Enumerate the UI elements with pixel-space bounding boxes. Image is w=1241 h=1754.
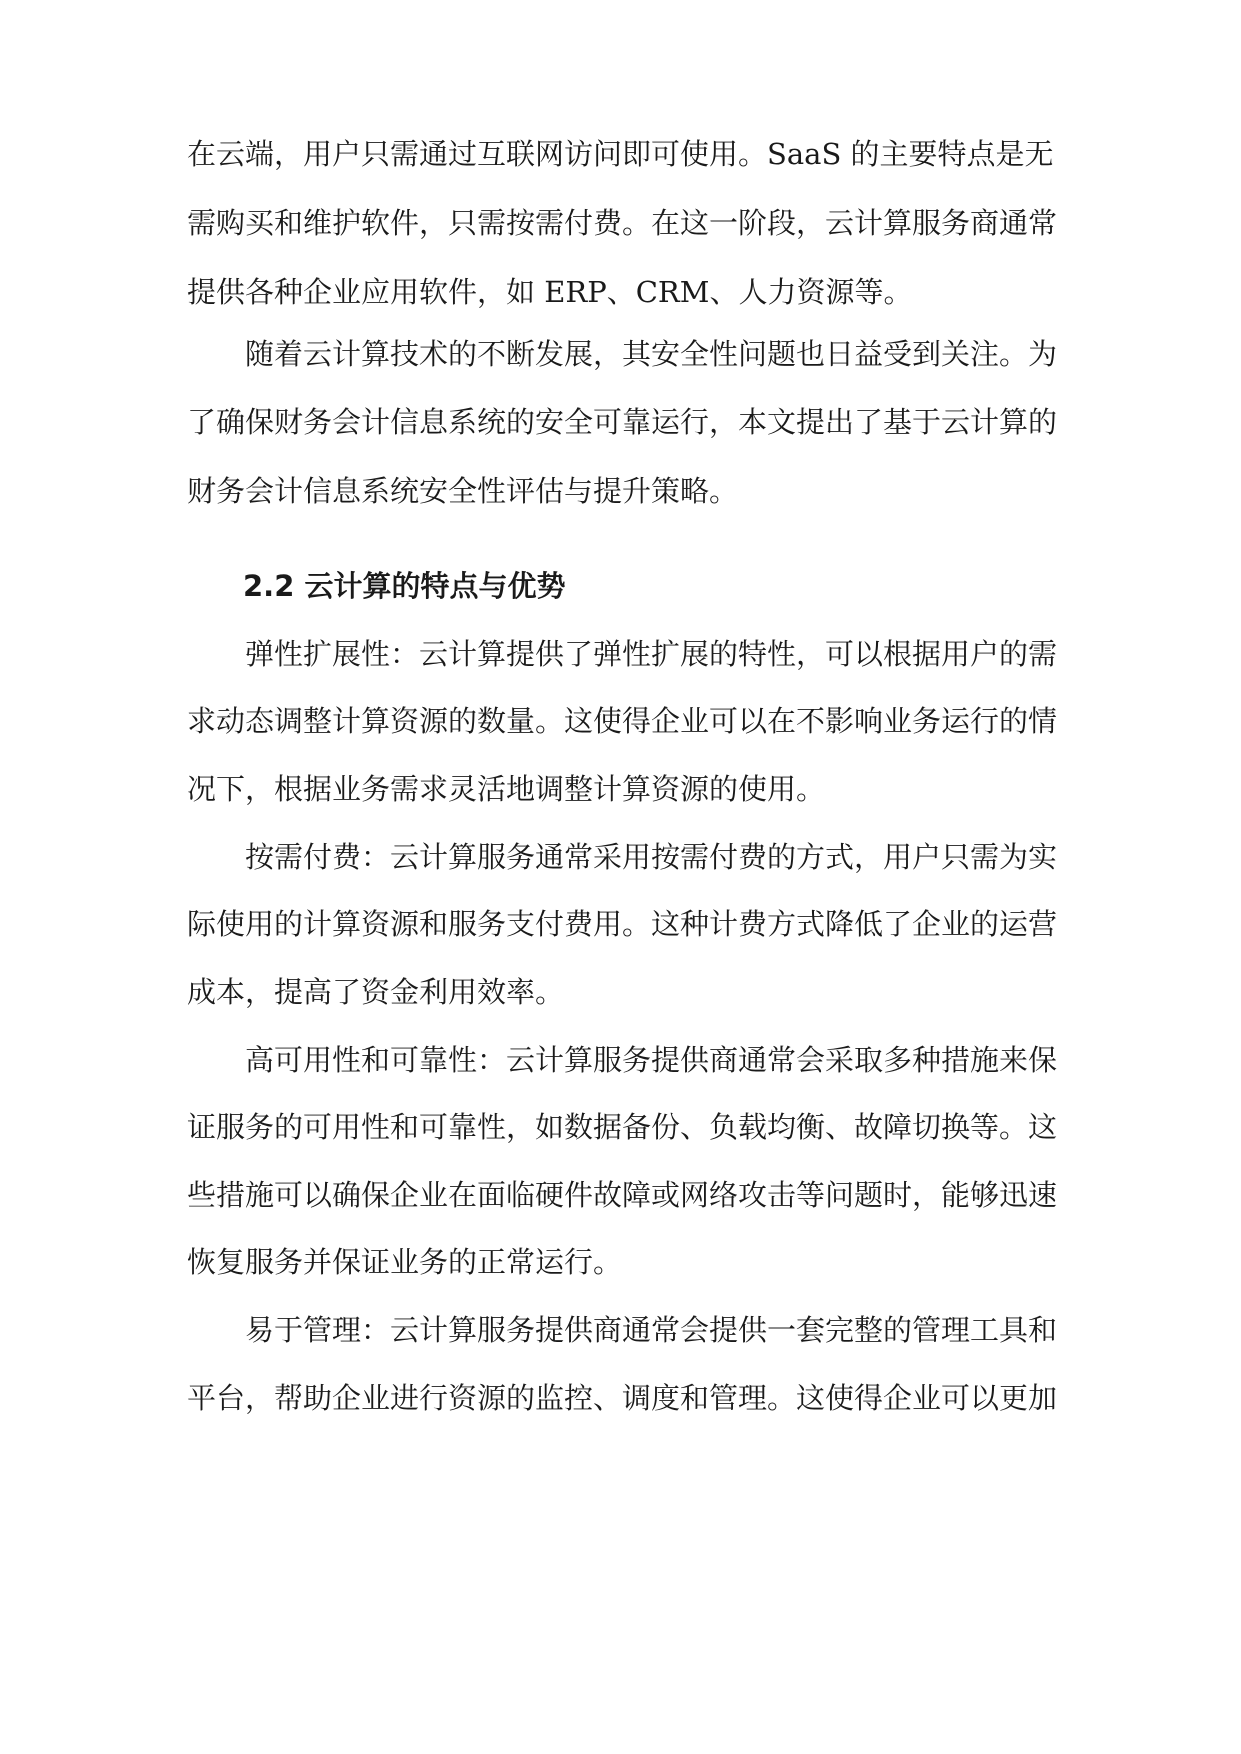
- section-paragraph-1-line-3: 况下，根据业务需求灵活地调整计算资源的使用。: [187, 772, 826, 806]
- section-paragraph-1-line-2: 求动态调整计算资源的数量。这使得企业可以在不影响业务运行的情: [187, 704, 1058, 738]
- paragraph-1-line-1: 在云端，用户只需通过互联网访问即可使用。SaaS 的主要特点是无: [187, 137, 1054, 171]
- section-paragraph-2-line-2: 际使用的计算资源和服务支付费用。这种计费方式降低了企业的运营: [187, 907, 1058, 941]
- section-heading: 2.2 云计算的特点与优势: [243, 569, 566, 603]
- paragraph-2-line-3: 财务会计信息系统安全性评估与提升策略。: [187, 474, 739, 508]
- section-paragraph-3-line-3: 些措施可以确保企业在面临硬件故障或网络攻击等问题时，能够迅速: [187, 1178, 1058, 1212]
- section-paragraph-4-line-2: 平台，帮助企业进行资源的监控、调度和管理。这使得企业可以更加: [187, 1381, 1058, 1415]
- section-paragraph-3-line-4: 恢复服务并保证业务的正常运行。: [187, 1245, 623, 1279]
- section-paragraph-3-line-1: 高可用性和可靠性：云计算服务提供商通常会采取多种措施来保: [245, 1043, 1058, 1077]
- paragraph-2-line-2: 了确保财务会计信息系统的安全可靠运行，本文提出了基于云计算的: [187, 405, 1058, 439]
- paragraph-2-line-1: 随着云计算技术的不断发展，其安全性问题也日益受到关注。为: [245, 337, 1058, 371]
- paragraph-1-line-3: 提供各种企业应用软件，如 ERP、CRM、人力资源等。: [187, 275, 913, 309]
- section-paragraph-1-line-1: 弹性扩展性：云计算提供了弹性扩展的特性，可以根据用户的需: [245, 637, 1058, 671]
- section-paragraph-2-line-3: 成本，提高了资金利用效率。: [187, 975, 565, 1009]
- section-paragraph-2-line-1: 按需付费：云计算服务通常采用按需付费的方式，用户只需为实: [245, 840, 1058, 874]
- section-paragraph-3-line-2: 证服务的可用性和可靠性，如数据备份、负载均衡、故障切换等。这: [187, 1110, 1058, 1144]
- paragraph-1-line-2: 需购买和维护软件，只需按需付费。在这一阶段，云计算服务商通常: [187, 206, 1058, 240]
- section-paragraph-4-line-1: 易于管理：云计算服务提供商通常会提供一套完整的管理工具和: [245, 1313, 1058, 1347]
